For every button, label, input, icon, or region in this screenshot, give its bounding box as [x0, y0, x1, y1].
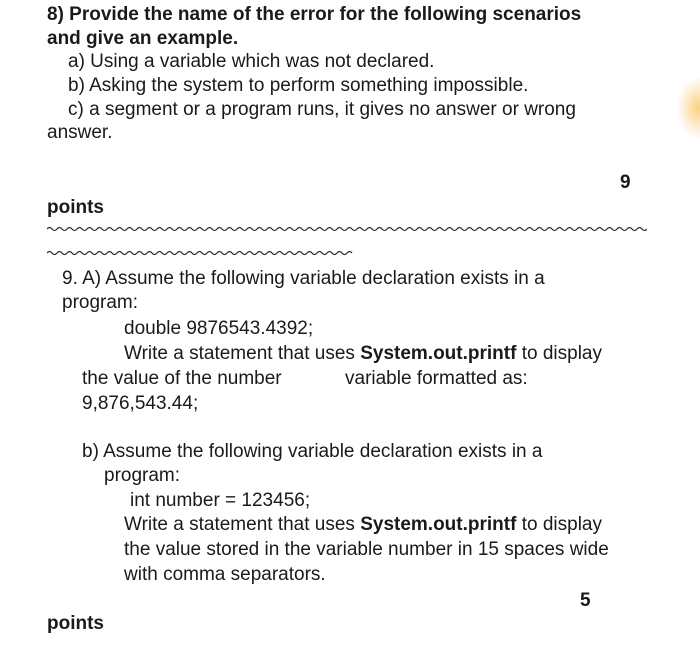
q8-title-line1: 8) Provide the name of the error for the following scenarios [47, 4, 582, 25]
q9a-line-value: the value of the number [82, 368, 282, 389]
q9a-line2: program: [62, 292, 139, 313]
q9b-instr-prefix: Write a statement that uses [124, 514, 361, 535]
q9b-instr-suffix: to display [516, 514, 602, 535]
q9b-line1: b) Assume the following variable declaration exists in a [82, 441, 543, 462]
q9b-instruction [124, 513, 602, 537]
q9a-code: double 9876543.4392; [124, 318, 314, 339]
q9a-line1: 9. A) Assume the following variable declaration exists in a [62, 268, 545, 289]
q9b-code: int number = 123456; [130, 490, 311, 511]
q9a-line-variable: variable formatted as: [345, 368, 528, 389]
q9b-line-value: the value stored in the variable number in 15 spaces wide [124, 539, 609, 560]
wavy-separator-long [47, 226, 647, 232]
q8-item-c: c) a segment or a program runs, it gives no answer or wrong [68, 99, 576, 120]
q8-points-label: points [47, 197, 104, 218]
wavy-separator-short [47, 250, 353, 256]
photo-glare [678, 78, 700, 138]
q9b-line-separators: with comma separators. [124, 564, 326, 585]
q9-points-label: points [47, 613, 104, 634]
q9-points-value: 5 [580, 590, 591, 611]
q8-points-value: 9 [620, 172, 631, 193]
q9a-instr-bold: System.out.printf [360, 343, 517, 364]
q8-item-b: b) Asking the system to perform something impossible. [68, 75, 529, 96]
q9a-instruction [124, 342, 602, 366]
q9a-target: 9,876,543.44; [82, 393, 199, 414]
q9a-instr-suffix: to display [516, 343, 602, 364]
q8-item-a: a) Using a variable which was not declared. [68, 51, 435, 72]
q9b-line2: program: [104, 465, 181, 486]
q8-title-line2: and give an example. [47, 28, 239, 49]
q9a-instr-prefix: Write a statement that uses [124, 343, 361, 364]
q9b-instr-bold: System.out.printf [360, 514, 517, 535]
q8-item-c-continuation: answer. [47, 122, 113, 143]
